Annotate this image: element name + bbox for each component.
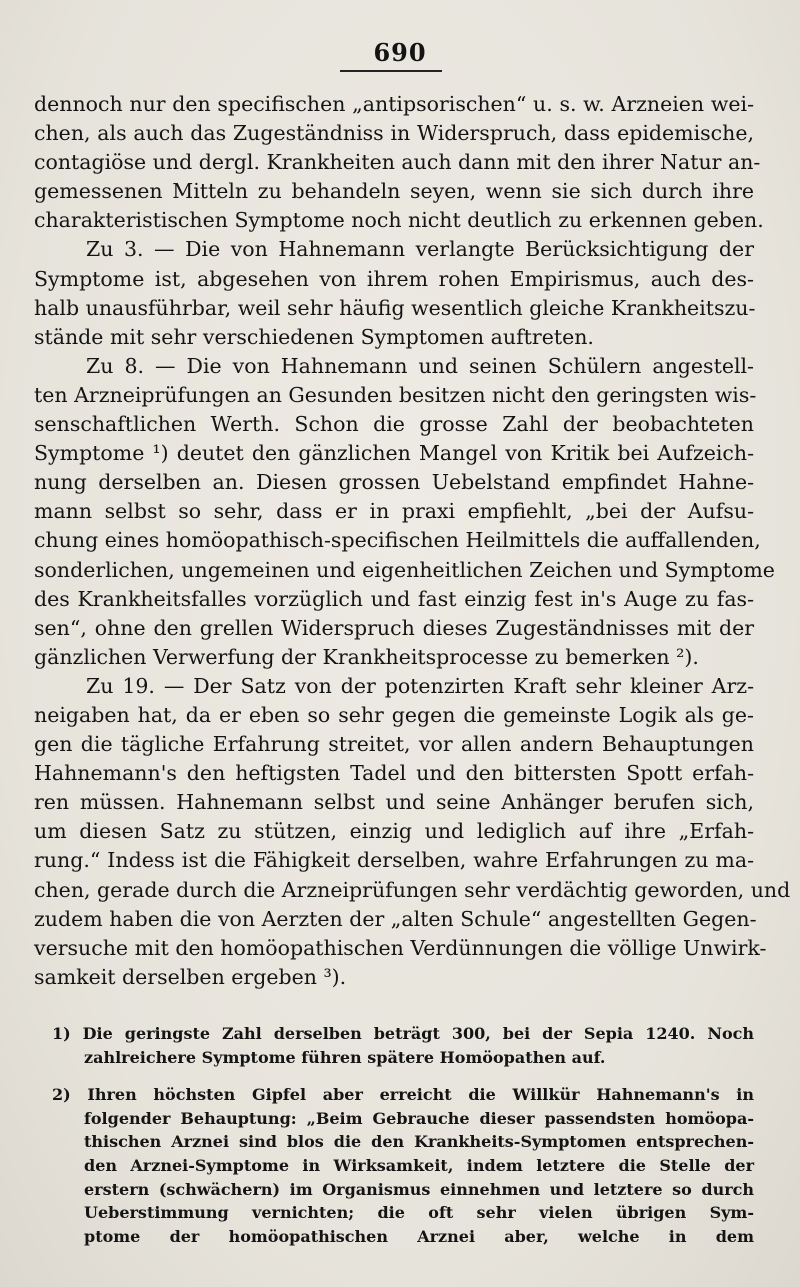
- body-line: sonderlichen, ungemeinen und eigenheitlichen Zeichen und Symptome: [34, 557, 775, 582]
- body-line: um diesen Satz zu stützen, einzig und lediglich auf ihre „Erfah-: [34, 819, 754, 844]
- body-line: Symptome ¹) deutet den gänzlichen Mangel von Kritik bei Aufzeich-: [34, 441, 754, 466]
- body-line: versuche mit den homöopathischen Verdünnungen die völlige Unwirk-: [34, 935, 767, 960]
- body-line: charakteristischen Symptome noch nicht deutlich zu erkennen geben.: [34, 208, 764, 233]
- page-number-rule: [340, 70, 442, 72]
- body-line: zudem haben die von Aerzten der „alten Schule“ angestellten Gegen-: [34, 906, 757, 931]
- body-line: Symptome ist, abgesehen von ihrem rohen Empirismus, auch des-: [34, 266, 754, 291]
- body-line: senschaftlichen Werth. Schon die grosse Zahl der beobachteten: [34, 412, 754, 437]
- body-line: sen“, ohne den grellen Widerspruch dieses Zugeständnisses mit der: [34, 615, 754, 640]
- body-line: mann selbst so sehr, dass er in praxi empfiehlt, „bei der Aufsu-: [34, 499, 754, 524]
- body-text: [34, 90, 791, 992]
- body-line: neigaben hat, da er eben so sehr gegen die gemeinste Logik als ge-: [34, 702, 754, 727]
- body-line: rung.“ Indess ist die Fähigkeit derselben, wahre Erfahrungen zu ma-: [34, 848, 754, 873]
- body-line: samkeit derselben ergeben ³).: [34, 964, 347, 989]
- body-line: chung eines homöopathisch-specifischen Heilmittels die auffallenden,: [34, 528, 761, 553]
- paragraph-start-line: Zu 3. — Die von Hahnemann verlangte Berücksichtigung der: [86, 237, 754, 262]
- footnotes: [34, 1022, 754, 1248]
- footnote-2-line: erstern (schwächern) im Organismus einnehmen und letztere so durch: [84, 1179, 754, 1199]
- footnote-2-line: 2) Ihren höchsten Gipfel aber erreicht die Willkür Hahnemann's in: [52, 1085, 754, 1105]
- footnote-1-line: zahlreichere Symptome führen spätere Homöopathen auf.: [84, 1047, 606, 1067]
- body-line: chen, als auch das Zugeständniss in Widerspruch, dass epidemische,: [34, 121, 754, 146]
- body-line: gemessenen Mitteln zu behandeln seyen, wenn sie sich durch ihre: [34, 179, 754, 204]
- footnote-2-line: den Arznei-Symptome in Wirksamkeit, indem letztere die Stelle der: [84, 1155, 754, 1175]
- footnote-2-line: thischen Arznei sind blos die den Krankheits-Symptomen entsprechen-: [84, 1132, 754, 1152]
- body-line: chen, gerade durch die Arzneiprüfungen sehr verdächtig geworden, und: [34, 877, 791, 902]
- paragraph-start-line: Zu 8. — Die von Hahnemann und seinen Schülern angestell-: [86, 353, 754, 378]
- body-line: ren müssen. Hahnemann selbst und seine Anhänger berufen sich,: [34, 790, 754, 815]
- body-line: gänzlichen Verwerfung der Krankheitsprocesse zu bemerken ²).: [34, 644, 699, 669]
- footnote-2-line: folgender Behauptung: „Beim Gebrauche dieser passendsten homöopa-: [84, 1108, 754, 1128]
- body-line: des Krankheitsfalles vorzüglich und fast einzig fest in's Auge zu fas-: [34, 586, 754, 611]
- body-line: gen die tägliche Erfahrung streitet, vor allen andern Behauptungen: [34, 732, 754, 757]
- footnote-1-line: 1) Die geringste Zahl derselben beträgt 300, bei der Sepia 1240. Noch: [52, 1024, 754, 1043]
- body-line: Hahnemann's den heftigsten Tadel und den bittersten Spott erfah-: [34, 761, 754, 786]
- body-line: nung derselben an. Diesen grossen Uebelstand empfindet Hahne-: [34, 470, 754, 495]
- body-line: ten Arzneiprüfungen an Gesunden besitzen nicht den geringsten wis-: [34, 382, 757, 407]
- footnote-2-line: Ueberstimmung vernichten; die oft sehr vielen übrigen Sym-: [84, 1203, 754, 1223]
- footnote-gap: [34, 1069, 754, 1083]
- page-number: 690: [373, 38, 427, 67]
- paragraph-start-line: Zu 19. — Der Satz von der potenzirten Kraft sehr kleiner Arz-: [86, 673, 754, 698]
- body-line: dennoch nur den specifischen „antipsorischen“ u. s. w. Arzneien wei-: [34, 92, 754, 116]
- body-line: stände mit sehr verschiedenen Symptomen auftreten.: [34, 324, 594, 349]
- body-line: contagiöse und dergl. Krankheiten auch dann mit den ihrer Natur an-: [34, 150, 761, 175]
- body-line: halb unausführbar, weil sehr häufig wesentlich gleiche Krankheitszu-: [34, 295, 756, 320]
- footnote-2-line: ptome der homöopathischen Arznei aber, welche in dem: [84, 1226, 754, 1246]
